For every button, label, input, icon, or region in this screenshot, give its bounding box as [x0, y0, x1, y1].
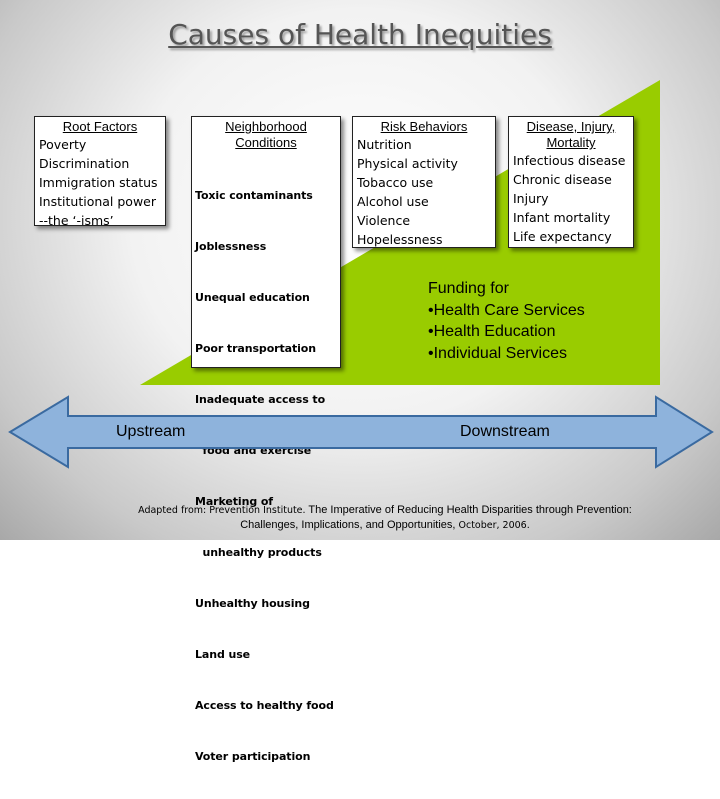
list-item: Physical activity — [357, 156, 458, 171]
list-item: Voter participation — [195, 750, 311, 763]
list-item: Life expectancy — [513, 229, 612, 244]
downstream-label: Downstream — [460, 423, 550, 440]
list-item: Unequal education — [195, 291, 310, 304]
list-item: Infant mortality — [513, 210, 611, 225]
list-item: Injury — [513, 191, 549, 206]
list-item: Infectious disease — [513, 153, 626, 168]
root-factors-heading: Root Factors — [62, 119, 138, 134]
list-item: Land use — [195, 648, 251, 661]
list-item: Inadequate access to — [195, 393, 326, 406]
citation-line2 — [0, 518, 720, 533]
citation — [0, 503, 720, 533]
list-item: Chronic disease — [513, 172, 612, 187]
list-item: Tobacco use — [357, 175, 434, 190]
citation-title-line1: The Imperative of Reducing Health Disparities through Prevention: — [305, 504, 632, 516]
list-item: food and exercise — [195, 444, 312, 457]
list-item: Poor transportation — [195, 342, 316, 355]
list-item: •Health Education — [428, 323, 556, 340]
list-item: Institutional power — [39, 194, 157, 209]
list-item: Discrimination — [39, 156, 130, 171]
disease-heading-line1: Disease, Injury, — [526, 119, 616, 134]
list-item: Poverty — [39, 137, 87, 152]
list-item: •Individual Services — [428, 344, 567, 362]
list-item: Violence — [357, 213, 411, 228]
citation-date: October, 2006. — [455, 520, 530, 531]
upstream-label: Upstream — [116, 423, 186, 440]
list-item: Hopelessness — [357, 232, 443, 247]
neighborhood-heading-line2: Conditions — [235, 135, 297, 150]
list-item: Nutrition — [357, 137, 412, 152]
list-item: Marketing of — [195, 495, 273, 508]
list-item: Immigration status — [39, 175, 158, 190]
list-item: unhealthy products — [195, 546, 322, 559]
list-item: Toxic contaminants — [195, 189, 313, 202]
list-item: Alcohol use — [357, 194, 429, 209]
page-title: Causes of Health Inequities — [168, 18, 552, 51]
citation-prefix: Adapted from: Prevention Institute. — [138, 505, 306, 516]
list-item: Access to healthy food — [195, 699, 334, 712]
list-item: Joblessness — [195, 240, 267, 253]
citation-line1 — [0, 503, 720, 518]
list-item: --the ‘-isms’ — [39, 213, 114, 228]
neighborhood-heading-line1: Neighborhood — [225, 119, 307, 134]
list-item: Unhealthy housing — [195, 597, 310, 610]
disease-heading-line2: Mortality — [546, 135, 596, 150]
citation-title-line2: Challenges, Implications, and Opportunities, — [240, 519, 456, 531]
risk-behaviors-heading: Risk Behaviors — [380, 119, 468, 134]
list-item: •Health Care Services — [428, 301, 585, 319]
funding-heading: Funding for — [428, 280, 509, 297]
